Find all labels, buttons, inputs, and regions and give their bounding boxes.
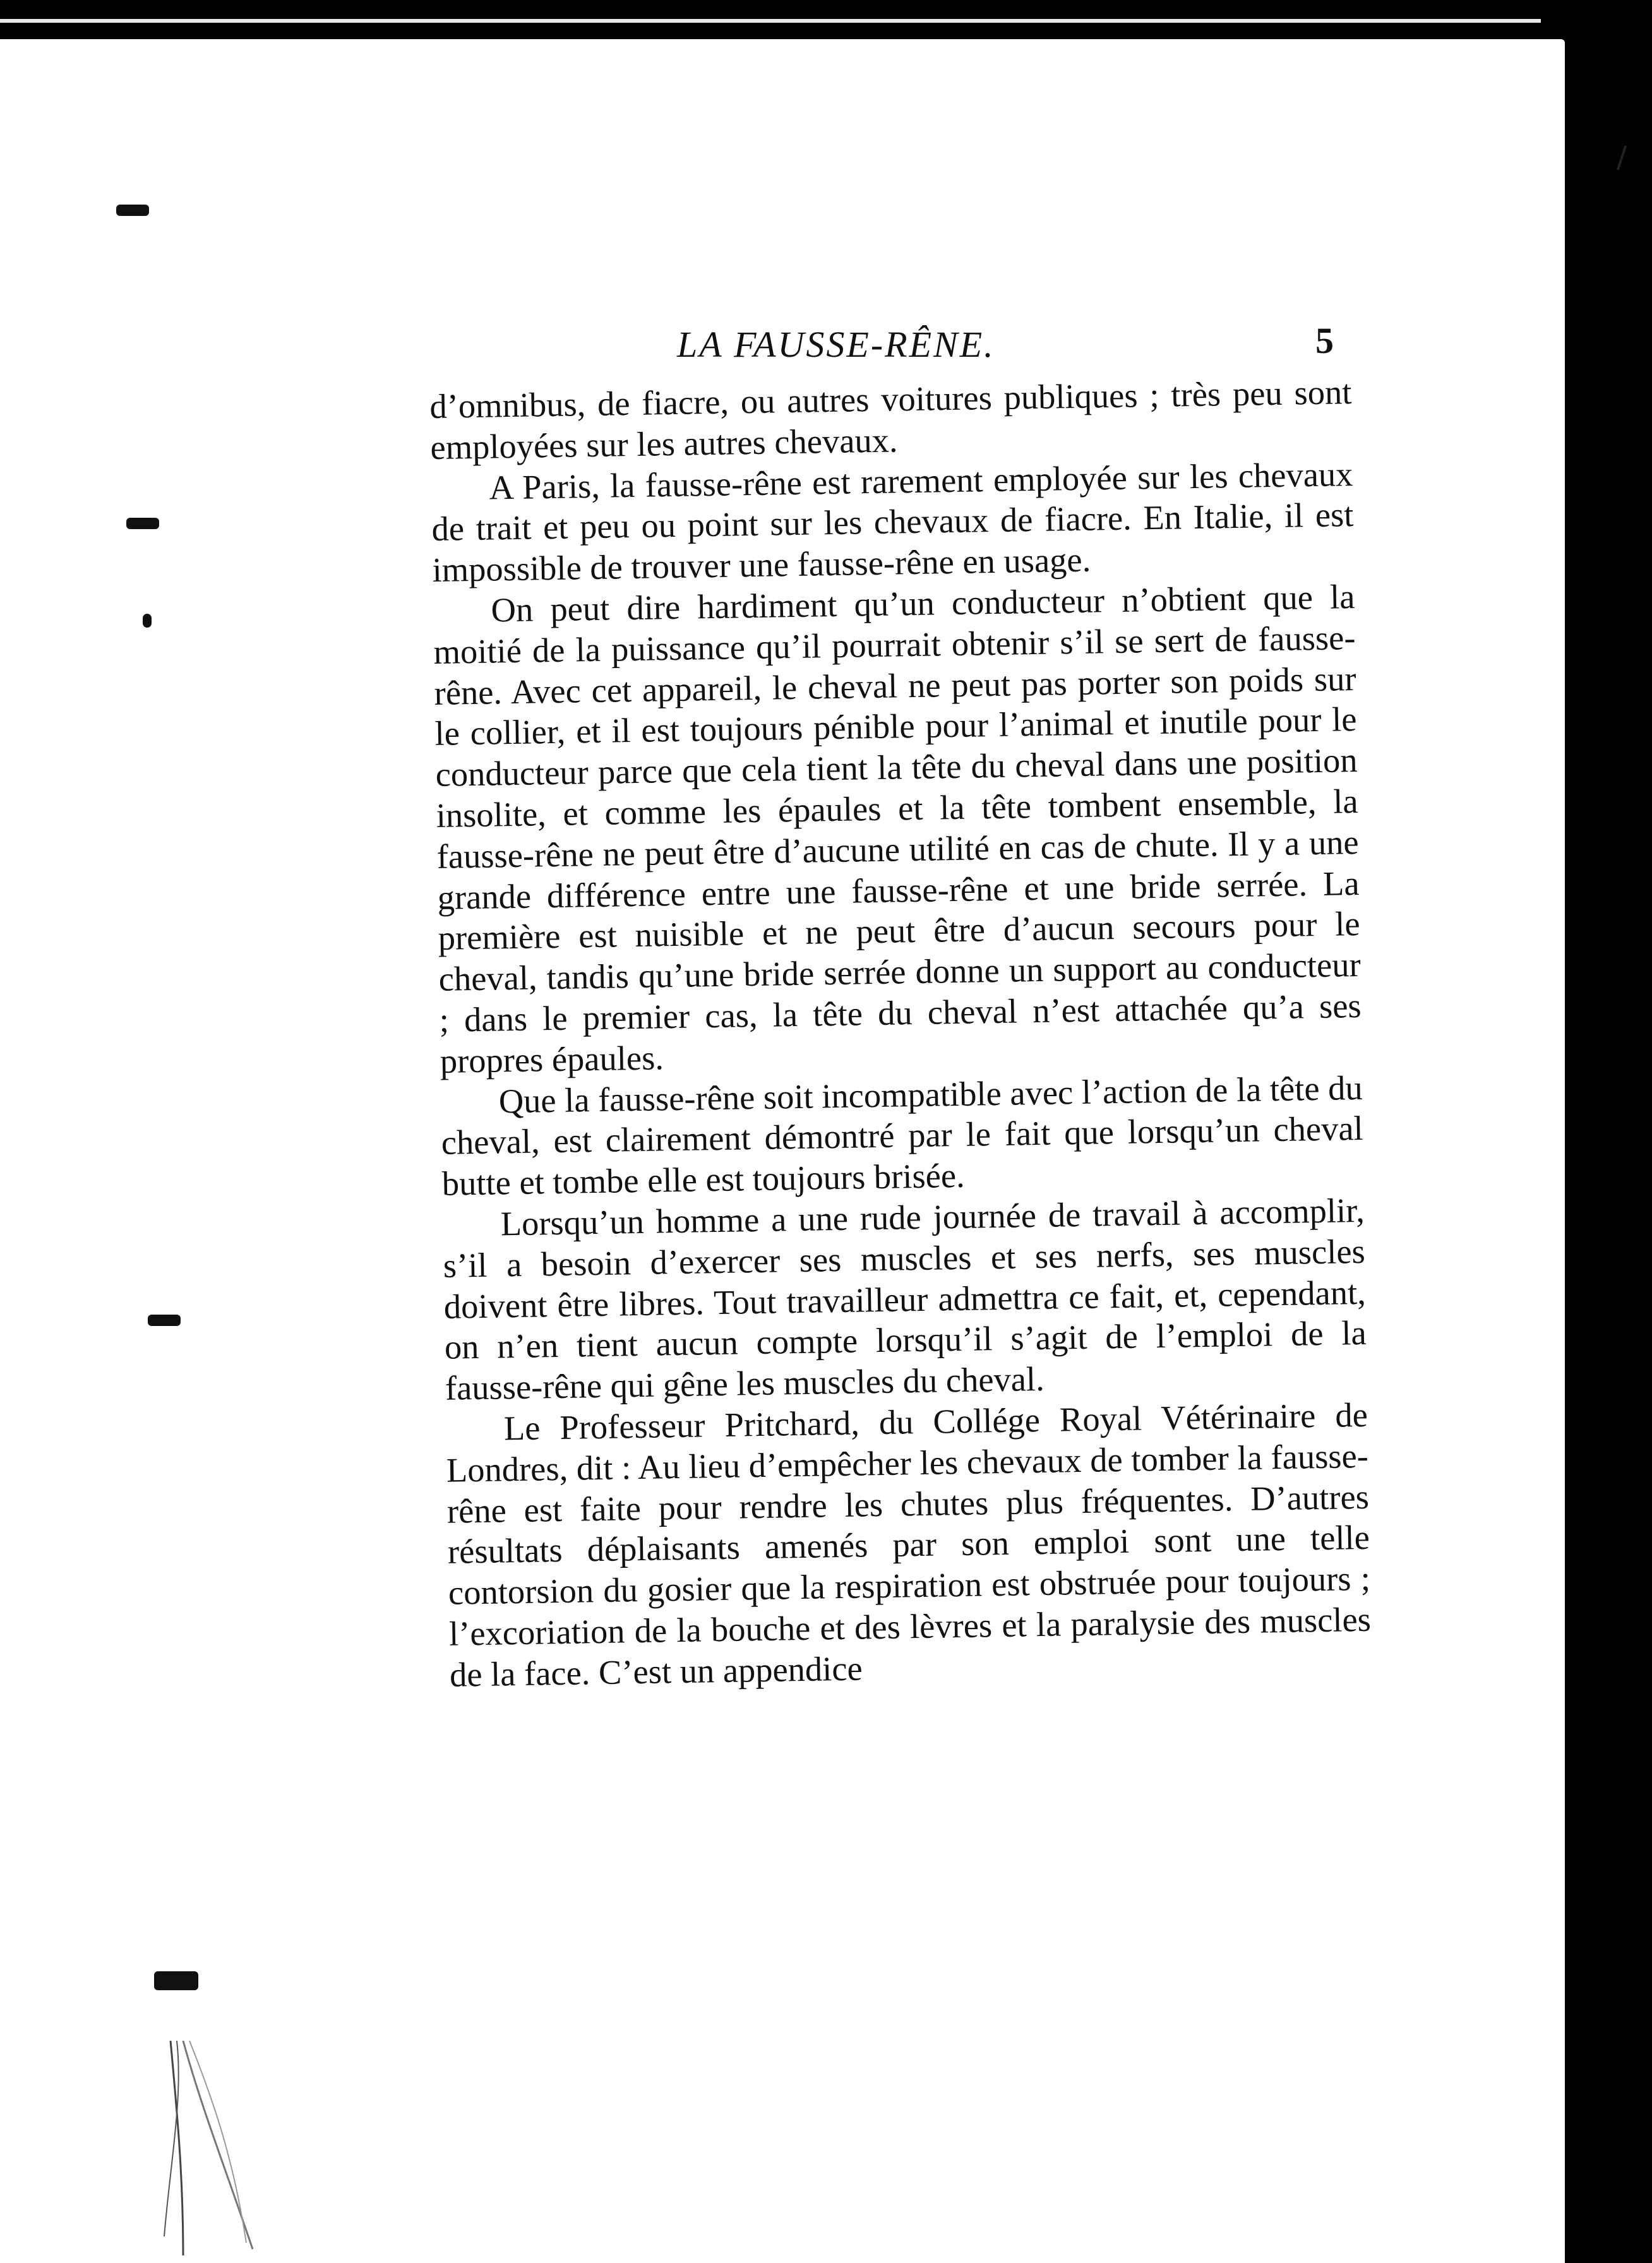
paragraph: d’omnibus, de fiacre, ou autres voitures publiques ; très peu sont employées sur les autres chevaux. (429, 373, 1352, 467)
book-page (0, 39, 1565, 2263)
paragraph: Le Professeur Pritchard, du Collége Royal Vétérinaire de Londres, dit : Au lieu d’empêcher les chevaux de tomber la fausse-rêne est faite pour rendre les chutes plus fréquentes. D’autres résultats déplaisants amenés par son emploi sont une telle contorsion du gosier que la respiration est obstruée pour toujours ; l’excoriation de la bouche et des lèvres et la paralysie des muscles de la face. C’est un appendice (446, 1395, 1372, 1694)
running-title: LA FAUSSE-RÊNE. (677, 324, 995, 365)
binding-thread (158, 2034, 322, 2262)
paragraph: Que la fausse-rêne soit incompatible avec l’action de la tête du cheval, est clairement démontré par le fait que lorsqu’un cheval butte et tombe elle est toujours brisée. (441, 1068, 1364, 1203)
binding-stitch (126, 518, 159, 529)
binding-stitch (143, 614, 152, 628)
running-header (677, 320, 1334, 374)
binding-stitch (148, 1315, 181, 1326)
body-text (429, 372, 1372, 1695)
page-edge (0, 19, 1541, 23)
paragraph: A Paris, la fausse-rêne est rarement employée sur les chevaux de trait et peu ou point sur les chevaux de fiacre. En Italie, il est impossible de trouver une fausse-rêne en usage. (431, 454, 1354, 590)
binding-stitch (116, 205, 149, 216)
page-number: 5 (1315, 320, 1334, 361)
paragraph: Lorsqu’un homme a une rude journée de travail à accomplir, s’il a besoin d’exercer ses muscles et ses nerfs, ses muscles doivent être libres. Tout travailleur admettra ce fait, et, cependant, on n’en tient aucun compte lorsqu’il s’agit de l’emploi de la fausse-rêne qui gêne les muscles du cheval. (443, 1190, 1367, 1407)
binding-knot (154, 1971, 198, 1990)
paragraph: On peut dire hardiment qu’un conducteur n’obtient que la moitié de la puissance qu’il pourrait obtenir s’il se sert de fausse-rêne. Avec cet appareil, le cheval ne peut pas porter son poids sur le collier, et il est toujours pénible pour l’animal et inutile pour le conducteur parce que cela tient la tête du cheval dans une position insolite, et comme les épaules et la tête tombent ensemble, la fausse-rêne ne peut être d’aucune utilité en cas de chute. Il y a une grande différence entre une fausse-rêne et une bride serrée. La première est nuisible et ne peut être d’aucun secours pour le cheval, tandis qu’une bride serrée donne un support au conducteur ; dans le premier cas, la tête du cheval n’est attachée qu’a ses propres épaules. (433, 577, 1362, 1080)
